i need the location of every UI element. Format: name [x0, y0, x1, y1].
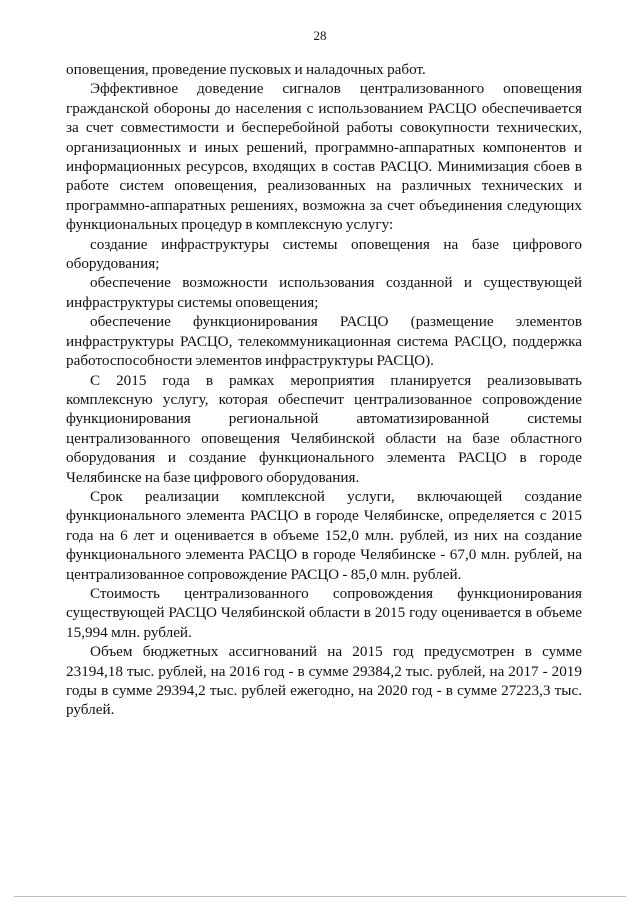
- paragraph: Эффективное доведение сигналов централизованного оповещения гражданской обороны до населения с использованием РАСЦО обеспечивается за счет совместимости и бесперебойной работы совокупности технических, организационных и иных решений, программно-аппаратных компонентов и информационных ресурсов, входящих в состав РАСЦО. Минимизация сбоев в работе систем оповещения, реализованных на различных технических и программно-аппаратных решениях, возможна за счет объединения следующих функциональных процедур в комплексную услугу:: [66, 80, 582, 234]
- paragraph: обеспечение возможности использования созданной и существующей инфраструктуры системы оповещения;: [66, 274, 582, 311]
- paragraph: Объем бюджетных ассигнований на 2015 год предусмотрен в сумме 23194,18 тыс. рублей, на 2016 год - в сумме 29384,2 тыс. рублей, на 2017 - 2019 годы в сумме 29394,2 тыс. рублей ежегодно, на 2020 год - в сумме 27223,3 тыс. рублей.: [66, 643, 582, 719]
- paragraph: С 2015 года в рамках мероприятия планируется реализовывать комплексную услугу, которая обеспечит централизованное сопровождение функционирования региональной автоматизированной системы централизованного оповещения Челябинской области на базе областного оборудования и создание функционального элемента РАСЦО в городе Челябинске на базе цифрового оборудования.: [66, 371, 582, 486]
- paragraph: Стоимость централизованного сопровождения функционирования существующей РАСЦО Челябинской области в 2015 году оценивается в объеме 15,994 млн. рублей.: [66, 584, 582, 641]
- document-body: [66, 60, 582, 720]
- scan-edge-line: [14, 896, 626, 897]
- paragraph: создание инфраструктуры системы оповещения на базе цифрового оборудования;: [66, 235, 582, 273]
- page-number: 28: [313, 28, 327, 43]
- paragraph: оповещения, проведение пусковых и наладочных работ.: [66, 61, 426, 78]
- paragraph: Срок реализации комплексной услуги, включающей создание функционального элемента РАСЦО в городе Челябинске, определяется с 2015 года на 6 лет и оценивается в объеме 152,0 млн. рублей, из них на создание функционального элемента РАСЦО в городе Челябинске - 67,0 млн. рублей, на централизованное сопровождение РАСЦО - 85,0 млн. рублей.: [66, 487, 582, 583]
- paragraph: обеспечение функционирования РАСЦО (размещение элементов инфраструктуры РАСЦО, телекоммуникационная система РАСЦО, поддержка работоспособности элементов инфраструктуры РАСЦО).: [66, 313, 582, 370]
